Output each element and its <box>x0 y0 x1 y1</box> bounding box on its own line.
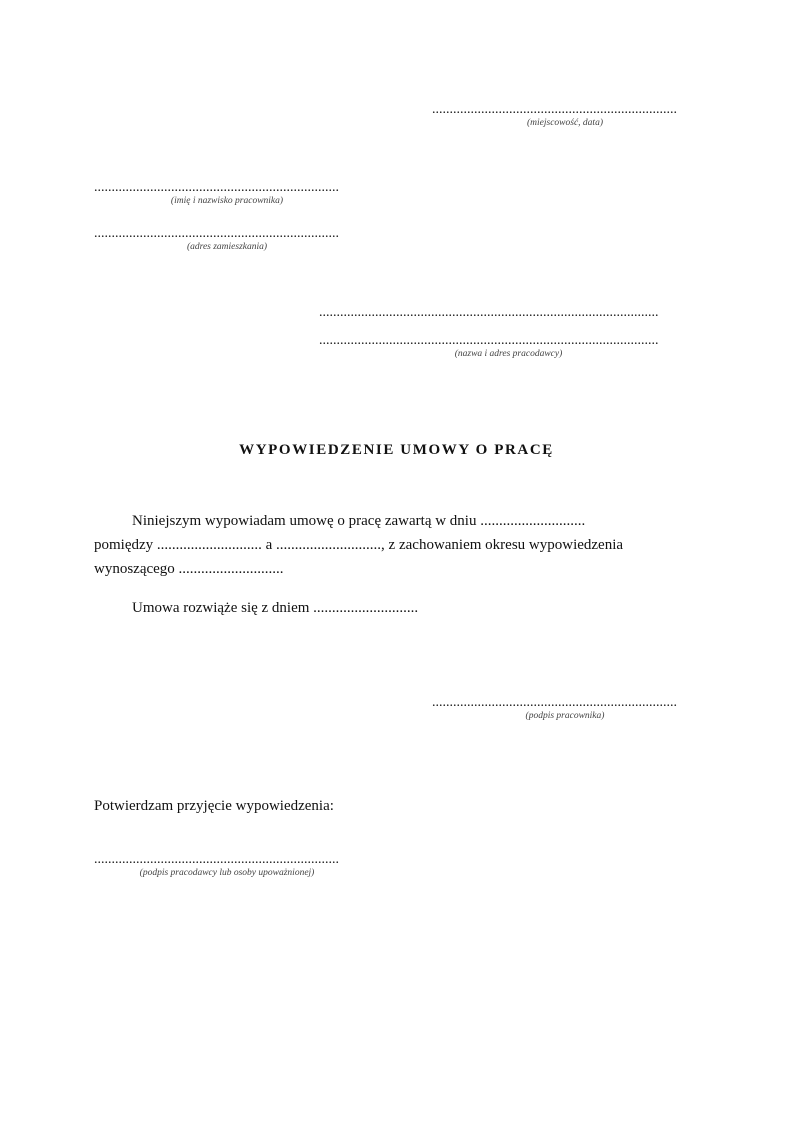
employer-signature-field[interactable]: ...................................................................... <box>94 853 339 867</box>
document-title: WYPOWIEDZENIE UMOWY O PRACĘ <box>239 442 554 458</box>
employee-signature-caption: (podpis pracownika) <box>525 711 605 721</box>
employee-name-caption: (imię i nazwisko pracownika) <box>170 196 284 206</box>
place-date-caption: (miejscowość, data) <box>527 118 603 128</box>
employer-field-line1[interactable]: ................................................................................................. <box>319 306 659 320</box>
paragraph-1-line-2: pomiędzy ............................ a ............................, z zachowaniem okresu wypowiedzenia <box>94 537 624 553</box>
confirmation-text: Potwierdzam przyjęcie wypowiedzenia: <box>94 798 334 814</box>
employee-name-field[interactable]: ...................................................................... <box>94 181 339 195</box>
employer-caption: (nazwa i adres pracodawcy) <box>454 349 563 359</box>
paragraph-1-line-1: Niniejszym wypowiadam umowę o pracę zawartą w dniu ............................ <box>132 513 586 529</box>
paragraph-2: Umowa rozwiąże się z dniem ............................ <box>132 600 419 616</box>
employer-field-line2[interactable]: ................................................................................................. <box>319 334 659 348</box>
employer-signature-caption: (podpis pracodawcy lub osoby upoważnionej) <box>139 868 315 878</box>
employee-signature-field[interactable]: ...................................................................... <box>432 696 677 710</box>
employee-address-caption: (adres zamieszkania) <box>186 242 268 252</box>
employee-address-field[interactable]: ...................................................................... <box>94 227 339 241</box>
paragraph-1-line-3: wynoszącego ............................ <box>94 561 284 577</box>
place-date-field[interactable]: ...................................................................... <box>432 103 677 117</box>
